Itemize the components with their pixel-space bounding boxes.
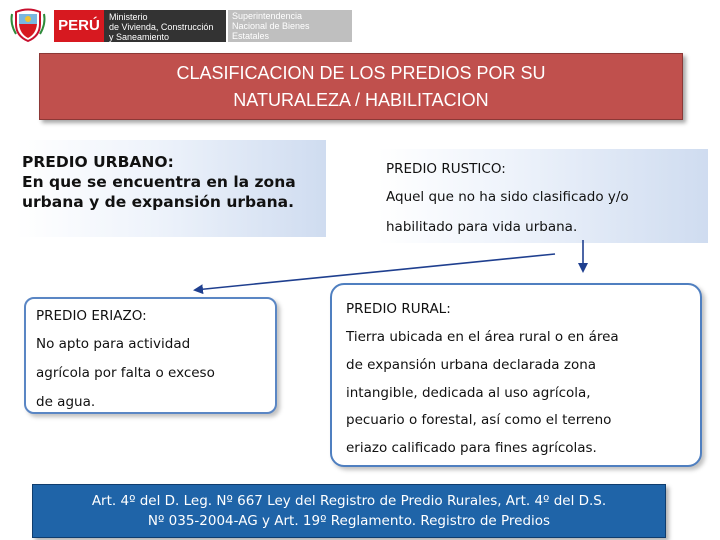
header-logo xyxy=(8,4,344,44)
predio-rural-heading: PREDIO RURAL: xyxy=(346,301,451,317)
predio-rustico-line: Aquel que no ha sido clasificado y/o xyxy=(386,189,629,205)
predio-eriazo-line: de agua. xyxy=(36,394,96,410)
page-title: CLASIFICACION DE LOS PREDIOS POR SU NATURALEZA / HABILITACION xyxy=(176,62,546,110)
predio-eriazo-line: agrícola por falta o exceso xyxy=(36,365,215,381)
legal-reference-text: Art. 4º del D. Leg. Nº 667 Ley del Registro de Predio Rurales, Art. 4º del D.S. Nº 035-2004-AG y Art. 19º Reglamento. Registro de Predios xyxy=(91,493,607,529)
predio-eriazo-line: No apto para actividad xyxy=(36,336,191,352)
legal-reference-footer xyxy=(32,484,666,538)
predio-rural-line: pecuario o forestal, así como el terreno xyxy=(346,412,612,428)
ministry-label: Ministerio de Vivienda, Construcción y Saneamiento xyxy=(104,10,226,42)
predio-rustico-box xyxy=(378,149,708,243)
coat-of-arms-icon xyxy=(8,4,48,44)
predio-rural-line: intangible, dedicada al uso agrícola, xyxy=(346,385,591,401)
predio-eriazo-box xyxy=(24,297,277,414)
predio-eriazo-heading: PREDIO ERIAZO: xyxy=(36,308,147,324)
predio-urbano-text: PREDIO URBANO: En que se encuentra en la zona urbana y de expansión urbana. xyxy=(22,153,296,211)
predio-rural-line: Tierra ubicada en el área rural o en área xyxy=(346,329,619,345)
predio-rural-box xyxy=(330,283,702,467)
predio-rural-line: eriazo calificado para fines agrícolas. xyxy=(346,440,597,456)
peru-label: PERÚ xyxy=(54,10,104,42)
predio-rustico-line: habilitado para vida urbana. xyxy=(386,219,578,235)
title-banner xyxy=(39,53,683,120)
predio-rural-line: de expansión urbana declarada zona xyxy=(346,357,597,373)
predio-rustico-heading: PREDIO RUSTICO: xyxy=(386,161,506,177)
predio-urbano-box xyxy=(16,140,326,237)
agency-label: Superintendencia Nacional de Bienes Estatales xyxy=(228,10,352,42)
